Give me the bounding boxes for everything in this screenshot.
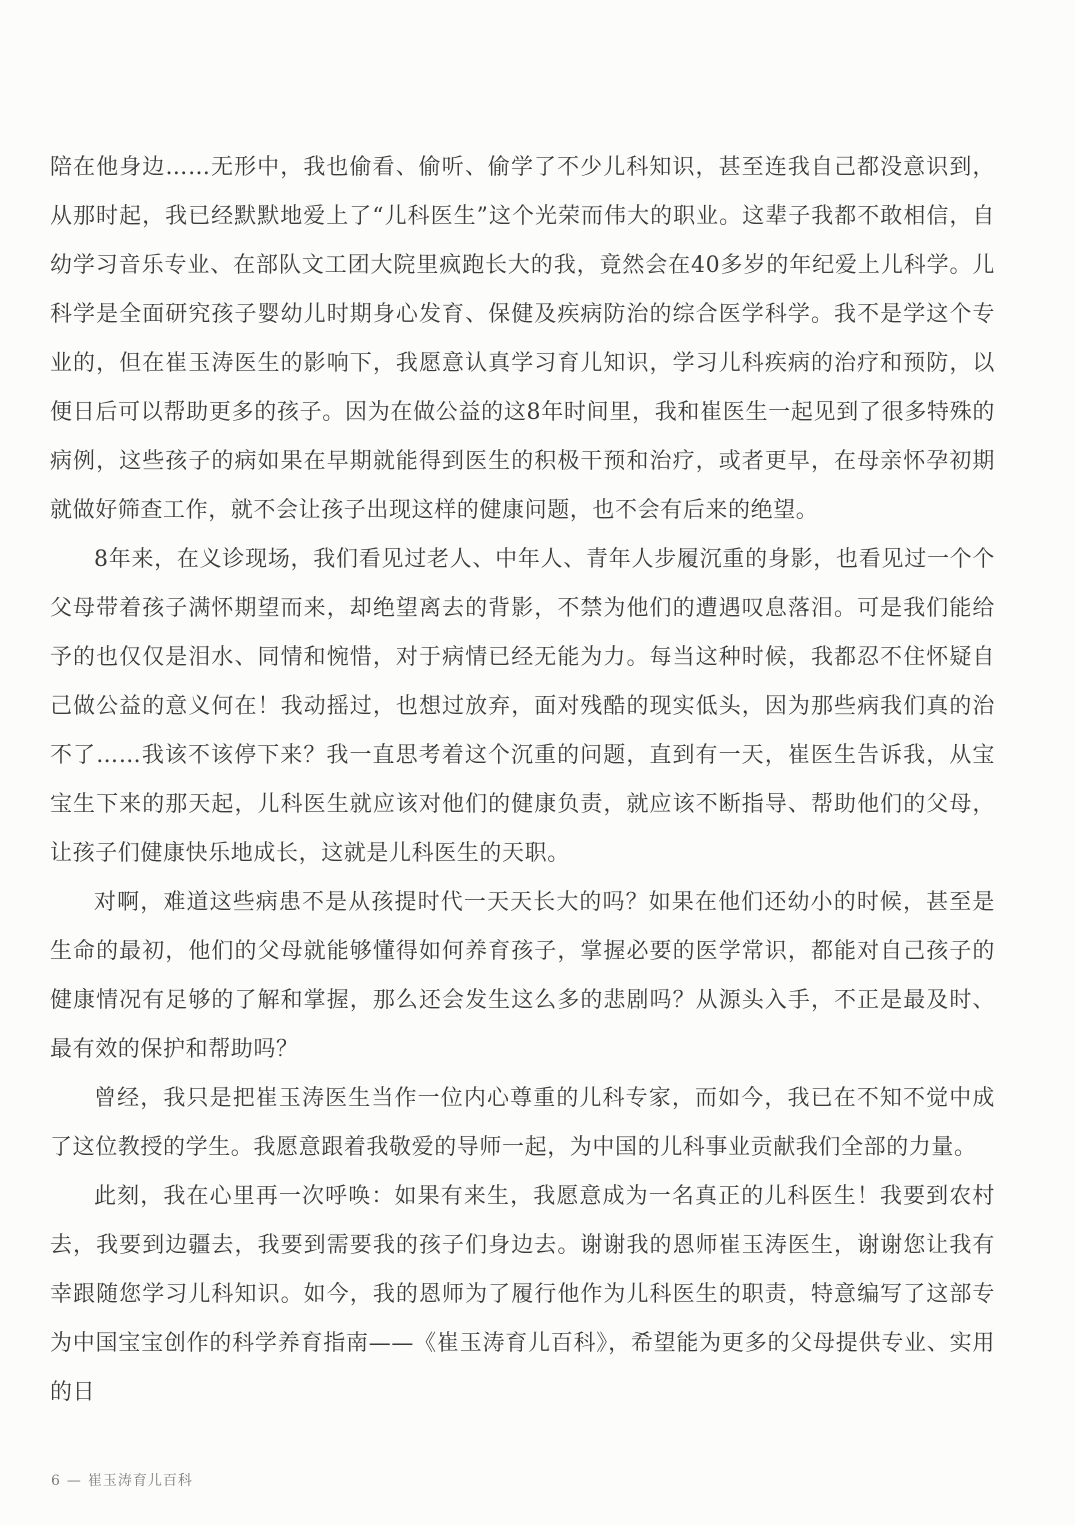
book-title: 崔玉涛育儿百科	[87, 1473, 193, 1489]
footer-separator: —	[66, 1473, 82, 1489]
page-number: 6	[51, 1473, 61, 1489]
paragraph-1: 陪在他身边……无形中，我也偷看、偷听、偷学了不少儿科知识，甚至连我自己都没意识到，从那时起，我已经默默地爱上了“儿科医生”这个光荣而伟大的职业。这辈子我都不敢相信，自幼学习音乐专业、在部队文工团大院里疯跑长大的我，竟然会在40多岁的年纪爱上儿科学。儿科学是全面研究孩子婴幼儿时期身心发育、保健及疾病防治的综合医学科学。我不是学这个专业的，但在崔玉涛医生的影响下，我愿意认真学习育儿知识，学习儿科疾病的治疗和预防，以便日后可以帮助更多的孩子。因为在做公益的这8年时间里，我和崔医生一起见到了很多特殊的病例，这些孩子的病如果在早期就能得到医生的积极干预和治疗，或者更早，在母亲怀孕初期就做好筛查工作，就不会让孩子出现这样的健康问题，也不会有后来的绝望。	[50, 155, 995, 523]
paragraph-3: 对啊，难道这些病患不是从孩提时代一天天长大的吗？如果在他们还幼小的时候，甚至是生命的最初，他们的父母就能够懂得如何养育孩子，掌握必要的医学常识，都能对自己孩子的健康情况有足够的了解和掌握，那么还会发生这么多的悲剧吗？从源头入手，不正是最及时、最有效的保护和帮助吗？	[50, 890, 995, 1062]
paragraph-4: 曾经，我只是把崔玉涛医生当作一位内心尊重的儿科专家，而如今，我已在不知不觉中成了这位教授的学生。我愿意跟着我敬爱的导师一起，为中国的儿科事业贡献我们全部的力量。	[50, 1086, 995, 1160]
page-footer	[51, 1470, 193, 1490]
body-text	[50, 143, 995, 1417]
paragraph-2: 8年来，在义诊现场，我们看见过老人、中年人、青年人步履沉重的身影，也看见过一个个父母带着孩子满怀期望而来，却绝望离去的背影，不禁为他们的遭遇叹息落泪。可是我们能给予的也仅仅是泪水、同情和惋惜，对于病情已经无能为力。每当这种时候，我都忍不住怀疑自己做公益的意义何在！我动摇过，也想过放弃，面对残酷的现实低头，因为那些病我们真的治不了……我该不该停下来？我一直思考着这个沉重的问题，直到有一天，崔医生告诉我，从宝宝生下来的那天起，儿科医生就应该对他们的健康负责，就应该不断指导、帮助他们的父母，让孩子们健康快乐地成长，这就是儿科医生的天职。	[50, 547, 995, 866]
paragraph-5: 此刻，我在心里再一次呼唤：如果有来生，我愿意成为一名真正的儿科医生！我要到农村去，我要到边疆去，我要到需要我的孩子们身边去。谢谢我的恩师崔玉涛医生，谢谢您让我有幸跟随您学习儿科知识。如今，我的恩师为了履行他作为儿科医生的职责，特意编写了这部专为中国宝宝创作的科学养育指南——《崔玉涛育儿百科》，希望能为更多的父母提供专业、实用的日	[50, 1184, 995, 1405]
